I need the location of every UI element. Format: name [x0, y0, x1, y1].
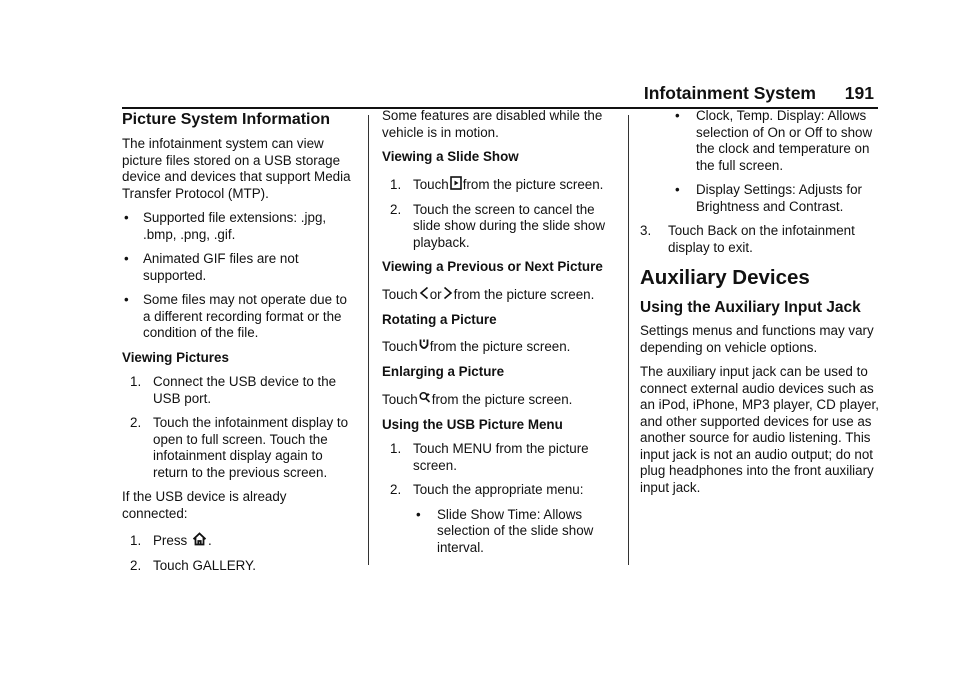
- step-item: 1. Touch from the picture screen.: [382, 174, 614, 196]
- rotate-heading: Rotating a Picture: [382, 311, 497, 327]
- step-number: 3.: [640, 223, 652, 238]
- step-number: 1.: [390, 441, 402, 456]
- column-left: [122, 108, 354, 583]
- list-item: • Some files may not operate due to a different recording format or the condition of the file.: [124, 292, 347, 340]
- step-item: 2. Touch the screen to cancel the slide show during the slide show playback.: [390, 201, 606, 250]
- aux-paragraph: The auxiliary input jack can be used to connect external audio devices such as an iPod, iPhone, MP3 player, CD player, and other supported devices for use as another source for audio listening. This input jack is not an audio output; do not plug headphones into the front auxiliary input jack.: [640, 364, 879, 495]
- step-item: 1. Press .: [122, 530, 354, 552]
- if-connected-paragraph: If the USB device is already connected:: [122, 489, 287, 521]
- bullet-marker: •: [124, 251, 129, 266]
- step-number: 2.: [390, 482, 402, 497]
- step-number: 2.: [130, 558, 142, 573]
- section-title: Infotainment System: [643, 83, 816, 103]
- auxiliary-devices-heading: Auxiliary Devices: [640, 266, 810, 289]
- aux-paragraph: Settings menus and functions may vary depending on vehicle options.: [640, 323, 874, 355]
- bullet-marker: •: [124, 292, 129, 307]
- column-divider: [628, 115, 629, 565]
- step-item: 1. Connect the USB device to the USB port.: [130, 374, 337, 406]
- bullet-marker: •: [416, 506, 421, 522]
- next-icon: [443, 286, 453, 303]
- step-number: 2.: [390, 201, 402, 217]
- intro-paragraph: The infotainment system can view picture files stored on a USB storage device and devices that support Media Transfer Protocol (MTP).: [122, 136, 351, 201]
- aux-input-jack-heading: Using the Auxiliary Input Jack: [640, 299, 861, 316]
- list-item: • Supported file extensions: .jpg, .bmp, .png, .gif.: [124, 210, 327, 242]
- previous-icon: [419, 286, 429, 303]
- column-divider: [368, 115, 369, 565]
- column-middle: [382, 108, 614, 564]
- step-number: 1.: [390, 176, 402, 192]
- rotate-icon: [419, 338, 429, 355]
- menu-heading: Using the USB Picture Menu: [382, 416, 563, 432]
- step-number: 1.: [130, 533, 142, 548]
- picture-system-heading: Picture System Information: [122, 111, 331, 128]
- bullet-marker: •: [675, 182, 680, 197]
- home-icon: [192, 532, 207, 549]
- step-number: 2.: [130, 415, 142, 430]
- list-item: • Slide Show Time: Allows selection of the slide show interval.: [416, 506, 594, 555]
- enlarge-paragraph: Touch from the picture screen.: [382, 391, 573, 407]
- prevnext-heading: Viewing a Previous or Next Picture: [382, 259, 603, 274]
- list-item: • Clock, Temp. Display: Allows selection of On or Off to show the clock and temperature on the full screen.: [675, 108, 873, 173]
- step-item: 2. Touch GALLERY.: [130, 558, 256, 573]
- step-item: 1. Touch MENU from the picture screen.: [390, 441, 589, 473]
- column-right: [640, 108, 880, 504]
- page-number: 191: [844, 83, 874, 103]
- bullet-marker: •: [675, 108, 680, 123]
- step-number: 1.: [130, 374, 142, 389]
- disabled-note: Some features are disabled while the vehicle is in motion.: [382, 108, 603, 140]
- viewing-pictures-heading: Viewing Pictures: [122, 349, 229, 365]
- page-header: [0, 80, 878, 110]
- list-item: • Display Settings: Adjusts for Brightness and Contrast.: [675, 182, 862, 214]
- rotate-paragraph: Touch from the picture screen.: [382, 339, 571, 354]
- step-item: 2. Touch the infotainment display to open to full screen. Touch the infotainment display again to return to the previous screen.: [130, 415, 349, 480]
- bullet-marker: •: [124, 210, 129, 225]
- zoom-icon: [419, 391, 431, 408]
- step-item: 2. Touch the appropriate menu:: [390, 482, 584, 497]
- slideshow-icon: [450, 176, 462, 193]
- enlarge-heading: Enlarging a Picture: [382, 364, 505, 379]
- slideshow-heading: Viewing a Slide Show: [382, 149, 519, 164]
- step-item: 3. Touch Back on the infotainment display to exit.: [640, 223, 855, 255]
- list-item: • Animated GIF files are not supported.: [124, 251, 299, 283]
- prevnext-paragraph: Touch or from the picture screen.: [382, 286, 595, 302]
